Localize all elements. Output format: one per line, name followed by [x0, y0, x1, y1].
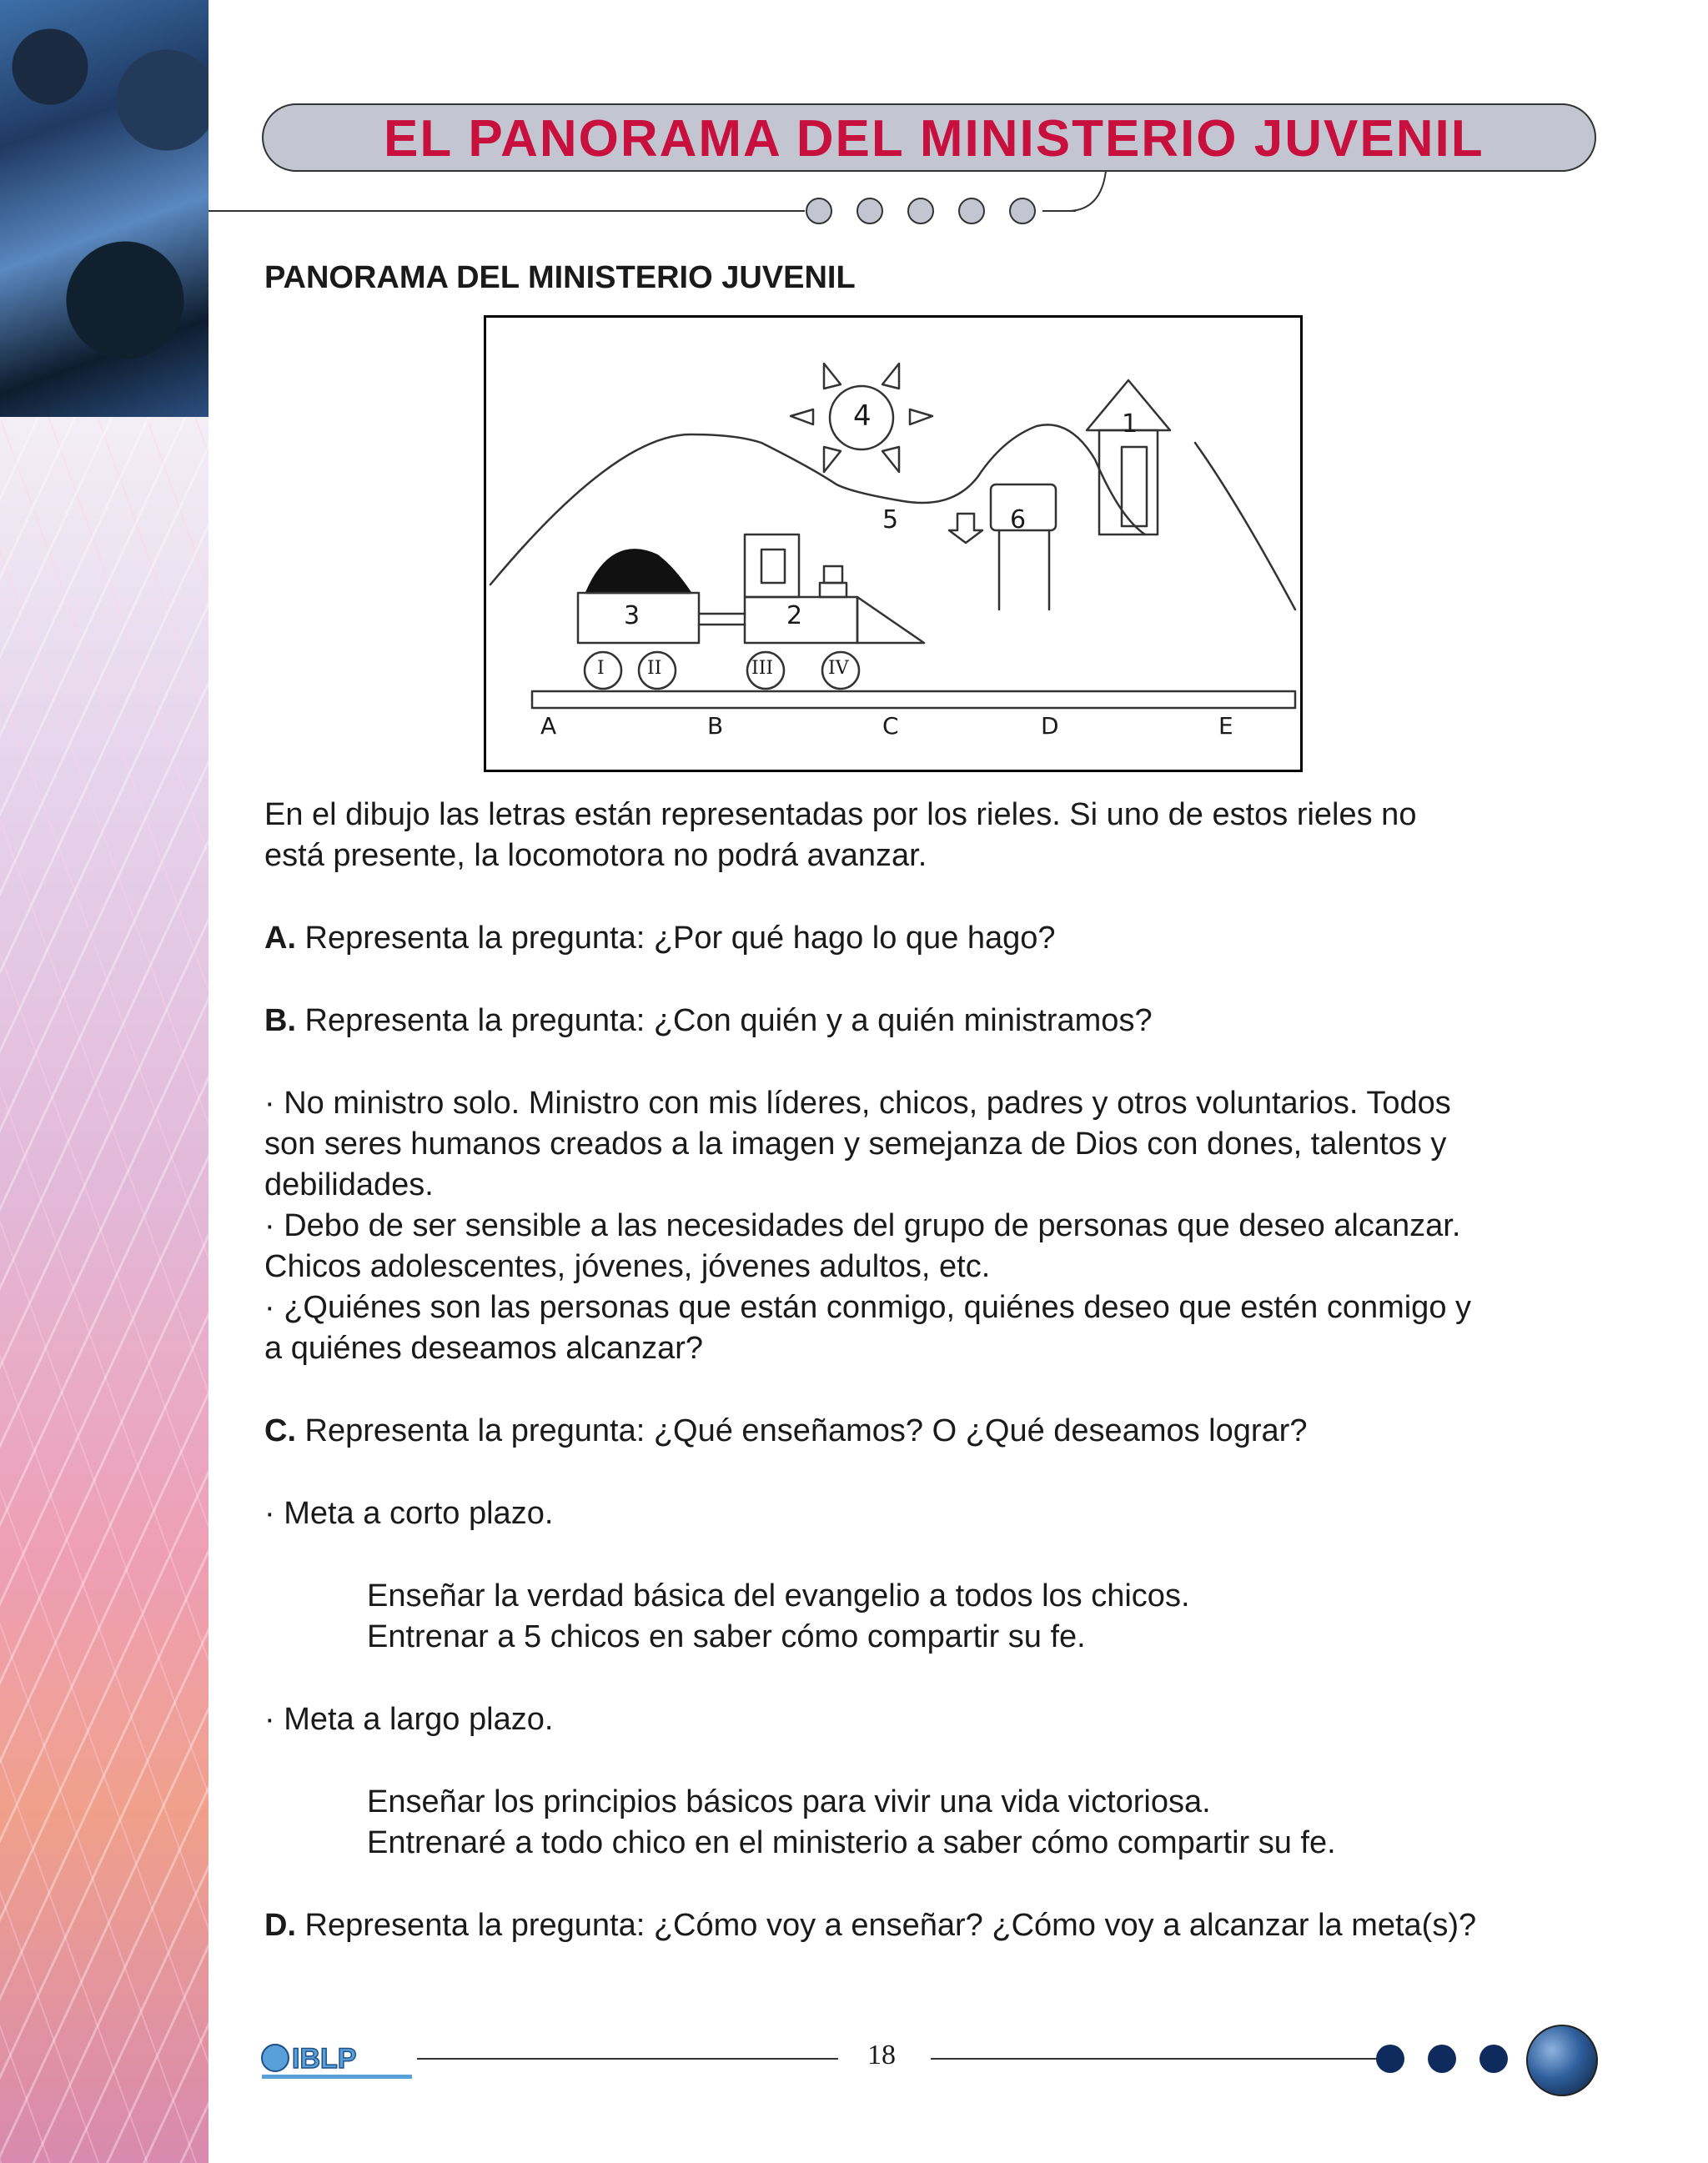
item-b-bullet-1-line-1: · No ministro solo. Ministro con mis líderes, chicos, padres y otros voluntarios. Todos: [264, 1086, 1451, 1121]
item-d-label: D.: [264, 1908, 296, 1943]
decorative-side-strip: [0, 0, 208, 2163]
item-c-text: Representa la pregunta: ¿Qué enseñamos? O ¿Qué deseamos lograr?: [296, 1413, 1308, 1448]
label-rail-c: C: [882, 712, 899, 740]
item-d: [264, 1905, 1476, 1946]
header-underline: [208, 210, 805, 212]
rail-track: [532, 691, 1295, 708]
item-b-label: B.: [264, 1003, 296, 1038]
intro-line-2: está presente, la locomotora no podrá avanzar.: [264, 838, 927, 873]
train-diagram: [484, 315, 1303, 772]
footer-dot: [1376, 2045, 1404, 2073]
label-rail-d: D: [1041, 712, 1059, 740]
header-dot: [958, 198, 985, 224]
label-water-tower: 6: [1010, 505, 1027, 534]
short-term-goal-2: Entrenar a 5 chicos en saber cómo compartir su fe.: [367, 1619, 1086, 1654]
label-track: 5: [882, 505, 899, 534]
item-a-text: Representa la pregunta: ¿Por qué hago lo que hago?: [296, 921, 1056, 956]
footer-dot: [1479, 2045, 1508, 2073]
item-b: [264, 1001, 1153, 1041]
globe-icon: [1526, 2025, 1598, 2096]
label-wheel-3: III: [751, 658, 774, 679]
footer-rule-left: [417, 2058, 838, 2060]
label-sun: 4: [853, 399, 872, 433]
logo-text: IBLP: [292, 2043, 357, 2075]
page-title: EL PANORAMA DEL MINISTERIO JUVENIL: [384, 110, 1484, 168]
item-b-bullet-3-line-2: a quiénes deseamos alcanzar?: [264, 1331, 704, 1366]
footer-dot: [1428, 2045, 1456, 2073]
item-b-bullet-1-line-3: debilidades.: [264, 1167, 434, 1202]
page-number: 18: [867, 2040, 896, 2070]
item-d-text: Representa la pregunta: ¿Cómo voy a enseñar? ¿Cómo voy a alcanzar la meta(s)?: [296, 1908, 1477, 1943]
footer-rule-right: [931, 2058, 1398, 2060]
long-term-heading: · Meta a largo plazo.: [264, 1702, 554, 1737]
item-b-bullet-1-line-2: son seres humanos creados a la imagen y semejanza de Dios con dones, talentos y: [264, 1127, 1447, 1162]
label-rail-e: E: [1218, 712, 1233, 740]
item-c-label: C.: [264, 1413, 296, 1448]
item-a: [264, 918, 1056, 959]
long-term-goal-1: Enseñar los principios básicos para vivir una vida victoriosa.: [367, 1784, 1211, 1819]
iblp-logo: [259, 2040, 417, 2081]
item-a-label: A.: [264, 921, 296, 956]
item-b-bullet-2-line-1: · Debo de ser sensible a las necesidades del grupo de personas que deseo alcanzar.: [264, 1208, 1461, 1243]
label-locomotive: 2: [786, 601, 803, 630]
label-wheel-1: I: [597, 658, 605, 679]
short-term-goal-1: Enseñar la verdad básica del evangelio a todos los chicos.: [367, 1578, 1190, 1613]
locomotive-cab: [745, 534, 799, 597]
header-dot: [857, 198, 883, 224]
header-dot: [806, 198, 832, 224]
label-coal-car: 3: [624, 601, 640, 630]
header-dot: [1009, 198, 1036, 224]
label-rail-b: B: [707, 712, 724, 740]
light-streaks-image: [0, 417, 208, 2163]
section-heading: PANORAMA DEL MINISTERIO JUVENIL: [264, 260, 856, 295]
label-rail-a: A: [540, 712, 557, 740]
intro-line-1: En el dibujo las letras están representadas por los rieles. Si uno de estos rieles no: [264, 797, 1417, 832]
item-c: [264, 1411, 1307, 1452]
hill-left: [490, 424, 1145, 585]
item-b-bullet-2-line-2: Chicos adolescentes, jóvenes, jóvenes adultos, etc.: [264, 1249, 991, 1284]
coal-pile: [586, 550, 691, 593]
label-wheel-2: II: [647, 658, 662, 679]
header-curve: [1068, 167, 1118, 213]
label-wheel-4: IV: [828, 658, 849, 679]
label-house: 1: [1122, 409, 1138, 439]
header-dot: [907, 198, 934, 224]
hill-right: [1195, 443, 1295, 610]
short-term-heading: · Meta a corto plazo.: [264, 1496, 554, 1531]
gears-image: [0, 0, 208, 417]
item-b-text: Representa la pregunta: ¿Con quién y a quién ministramos?: [296, 1003, 1153, 1038]
long-term-goal-2: Entrenaré a todo chico en el ministerio a saber cómo compartir su fe.: [367, 1825, 1336, 1860]
item-b-bullet-3-line-1: · ¿Quiénes son las personas que están conmigo, quiénes deseo que estén conmigo y: [264, 1290, 1472, 1325]
